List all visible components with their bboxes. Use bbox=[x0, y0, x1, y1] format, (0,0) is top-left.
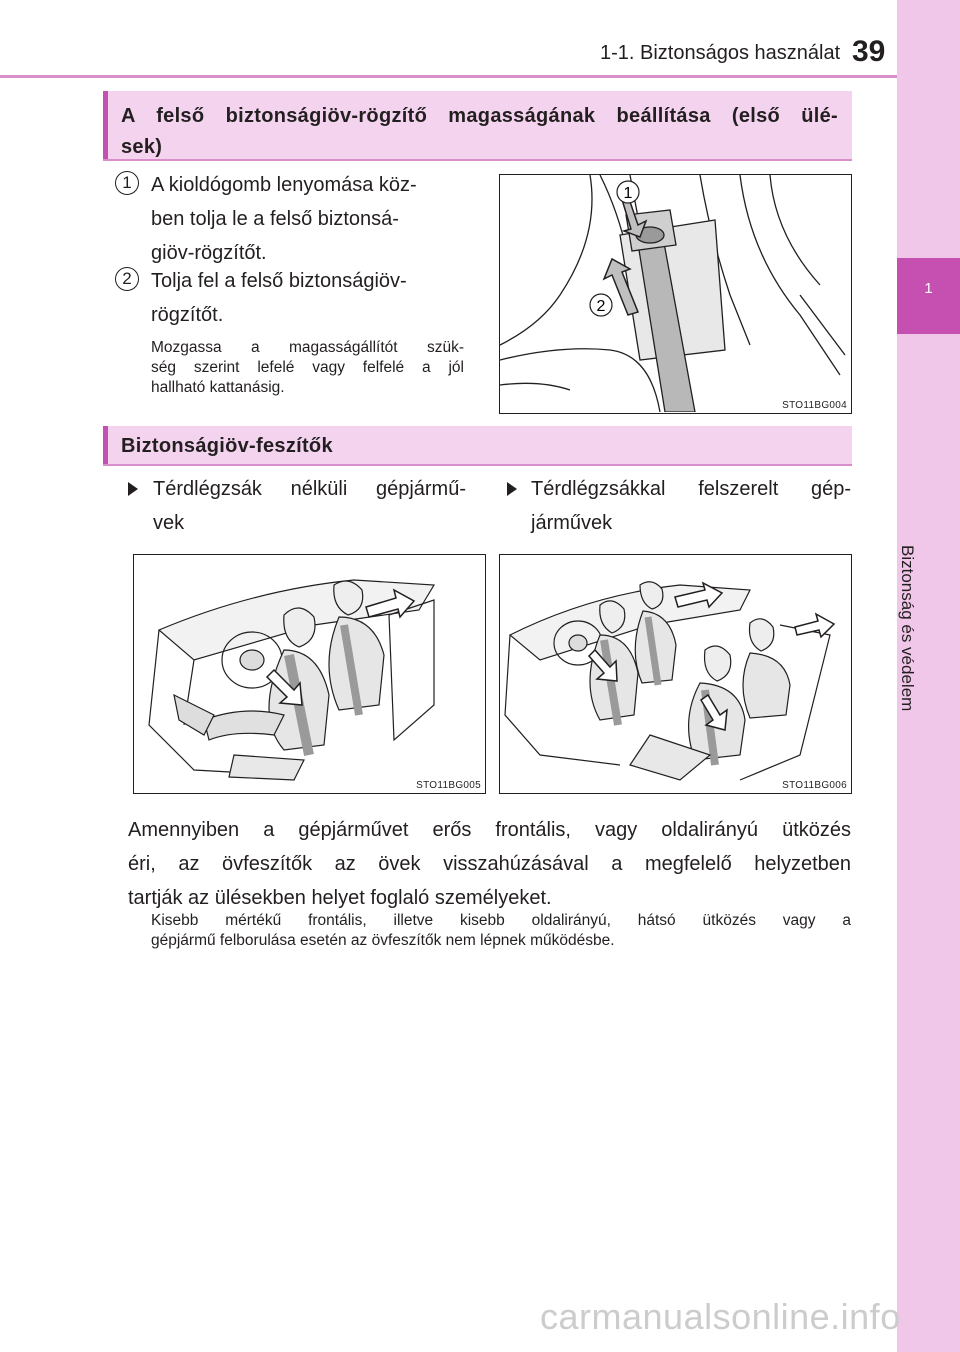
bullet-marker-icon bbox=[507, 482, 517, 496]
note-line: ség szerint lefelé vagy felfelé a jól bbox=[151, 359, 464, 376]
adjuster-note bbox=[151, 338, 464, 398]
step-line: rögzítőt. bbox=[151, 304, 224, 326]
step-number-badge: 1 bbox=[115, 171, 139, 195]
section-header-anchor-adjust bbox=[103, 91, 852, 161]
step-text bbox=[151, 264, 471, 332]
callout-2: 2 bbox=[596, 298, 606, 315]
note-line: hallható kattanásig. bbox=[151, 379, 285, 396]
bullet-line: Térdlégzsák nélküli gépjármű- bbox=[153, 478, 466, 500]
figure-code: STO11BG004 bbox=[782, 400, 847, 411]
step-text bbox=[151, 168, 471, 270]
bullet-line: járművek bbox=[531, 512, 613, 534]
section-header-pretensioners bbox=[103, 426, 852, 466]
paragraph-line: Amennyiben a gépjárművet erős frontális, vagy oldalirányú ütközés bbox=[128, 819, 851, 841]
step-line: giöv-rögzítőt. bbox=[151, 242, 267, 264]
bullet-line: vek bbox=[153, 512, 185, 534]
section-title: Biztonságiöv-feszítők bbox=[121, 435, 333, 457]
all-seat-occupants-illustration bbox=[500, 555, 850, 792]
chapter-title-vertical bbox=[898, 345, 948, 712]
paragraph-line: tartják az ülésekben helyet foglaló személyeket. bbox=[128, 887, 552, 909]
watermark: carmanualsonline.info bbox=[540, 1296, 901, 1337]
header-rule bbox=[0, 75, 897, 78]
callout-1: 1 bbox=[623, 185, 633, 202]
belt-anchor-illustration bbox=[500, 175, 850, 412]
note-line: Mozgassa a magasságállítót szük- bbox=[151, 339, 464, 356]
step-line: ben tolja le a felső biztonsá- bbox=[151, 208, 399, 230]
page-number: 39 bbox=[852, 35, 886, 68]
chapter-number: 1 bbox=[924, 280, 933, 297]
step-number-badge: 2 bbox=[115, 267, 139, 291]
step-line: A kioldógomb lenyomása köz- bbox=[151, 174, 417, 196]
figure-code: STO11BG006 bbox=[782, 780, 847, 791]
bullet-marker-icon bbox=[128, 482, 138, 496]
bullet-line: Térdlégzsákkal felszerelt gép- bbox=[531, 478, 851, 500]
chapter-number-tab[interactable] bbox=[897, 258, 960, 334]
step-line: Tolja fel a felső biztonságiöv- bbox=[151, 270, 407, 292]
figure-pretensioner-front bbox=[133, 554, 486, 794]
note-line: gépjármű felborulása esetén az övfeszítők nem lépnek működésbe. bbox=[151, 932, 615, 949]
pretensioner-note bbox=[151, 911, 851, 951]
section-title-line-2: sek) bbox=[121, 136, 163, 158]
retract-arrow-icon bbox=[795, 614, 834, 637]
figure-pretensioner-knee-airbag bbox=[499, 554, 852, 794]
chapter-title: Biztonság és védelem bbox=[898, 545, 917, 712]
front-seat-occupants-illustration bbox=[134, 555, 484, 792]
bullet-no-knee-airbag bbox=[153, 472, 466, 540]
figure-code: STO11BG005 bbox=[416, 780, 481, 791]
section-title-line-1: A felső biztonságiöv-rögzítő magasságának beállítása (első ülé- bbox=[121, 105, 838, 127]
pretensioner-description bbox=[128, 813, 851, 915]
running-header-section: 1-1. Biztonságos használat bbox=[600, 42, 841, 64]
note-line: Kisebb mértékű frontális, illetve kisebb oldalirányú, hátsó ütközés vagy a bbox=[151, 912, 851, 929]
paragraph-line: éri, az övfeszítők az övek visszahúzásával a megfelelő helyzetben bbox=[128, 853, 851, 875]
figure-belt-anchor bbox=[499, 174, 852, 414]
bullet-with-knee-airbag bbox=[531, 472, 851, 540]
